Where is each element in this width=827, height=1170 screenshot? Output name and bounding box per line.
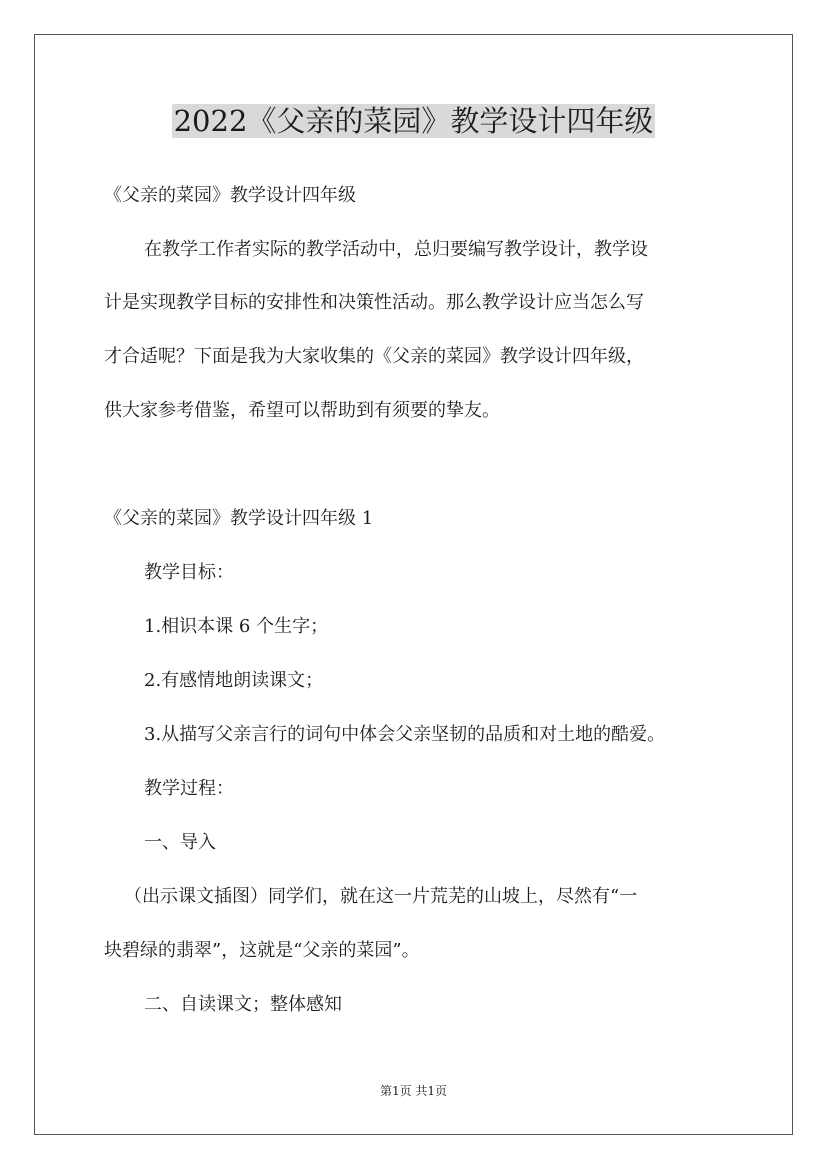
goal-item-1: 1.相识本课 6 个生字；: [144, 616, 329, 637]
intro-line-2: 计是实现教学目标的安排性和决策性活动。那么教学设计应当怎么写: [104, 292, 644, 313]
document-title: [0, 100, 827, 142]
page-footer: 第1页 共1页: [379, 1084, 448, 1098]
subtitle: 《父亲的菜园》教学设计四年级: [104, 185, 356, 206]
goals-label: 教学目标：: [144, 562, 234, 583]
goal-item-2: 2.有感情地朗读课文；: [144, 670, 324, 691]
step-1-text-line-2: 块碧绿的翡翠”，这就是“父亲的菜园”。: [104, 940, 420, 961]
process-label: 教学过程：: [144, 778, 234, 799]
intro-line-4: 供大家参考借鉴，希望可以帮助到有须要的挚友。: [104, 400, 500, 421]
document-title-text: 2022《父亲的菜园》教学设计四年级: [173, 104, 654, 138]
goal-item-3: 3.从描写父亲言行的词句中体会父亲坚韧的品质和对土地的酷爱。: [144, 724, 666, 745]
intro-line-1: 在教学工作者实际的教学活动中，总归要编写教学设计，教学设: [144, 239, 648, 260]
step-1-text-line-1: （出示课文插图）同学们，就在这一片荒芜的山坡上，尽然有“一: [124, 886, 638, 907]
step-1-heading: 一、导入: [144, 832, 216, 853]
section-heading: 《父亲的菜园》教学设计四年级 1: [104, 508, 374, 529]
step-2-heading: 二、自读课文；整体感知: [144, 994, 342, 1015]
intro-line-3: 才合适呢？下面是我为大家收集的《父亲的菜园》教学设计四年级，: [104, 346, 644, 367]
